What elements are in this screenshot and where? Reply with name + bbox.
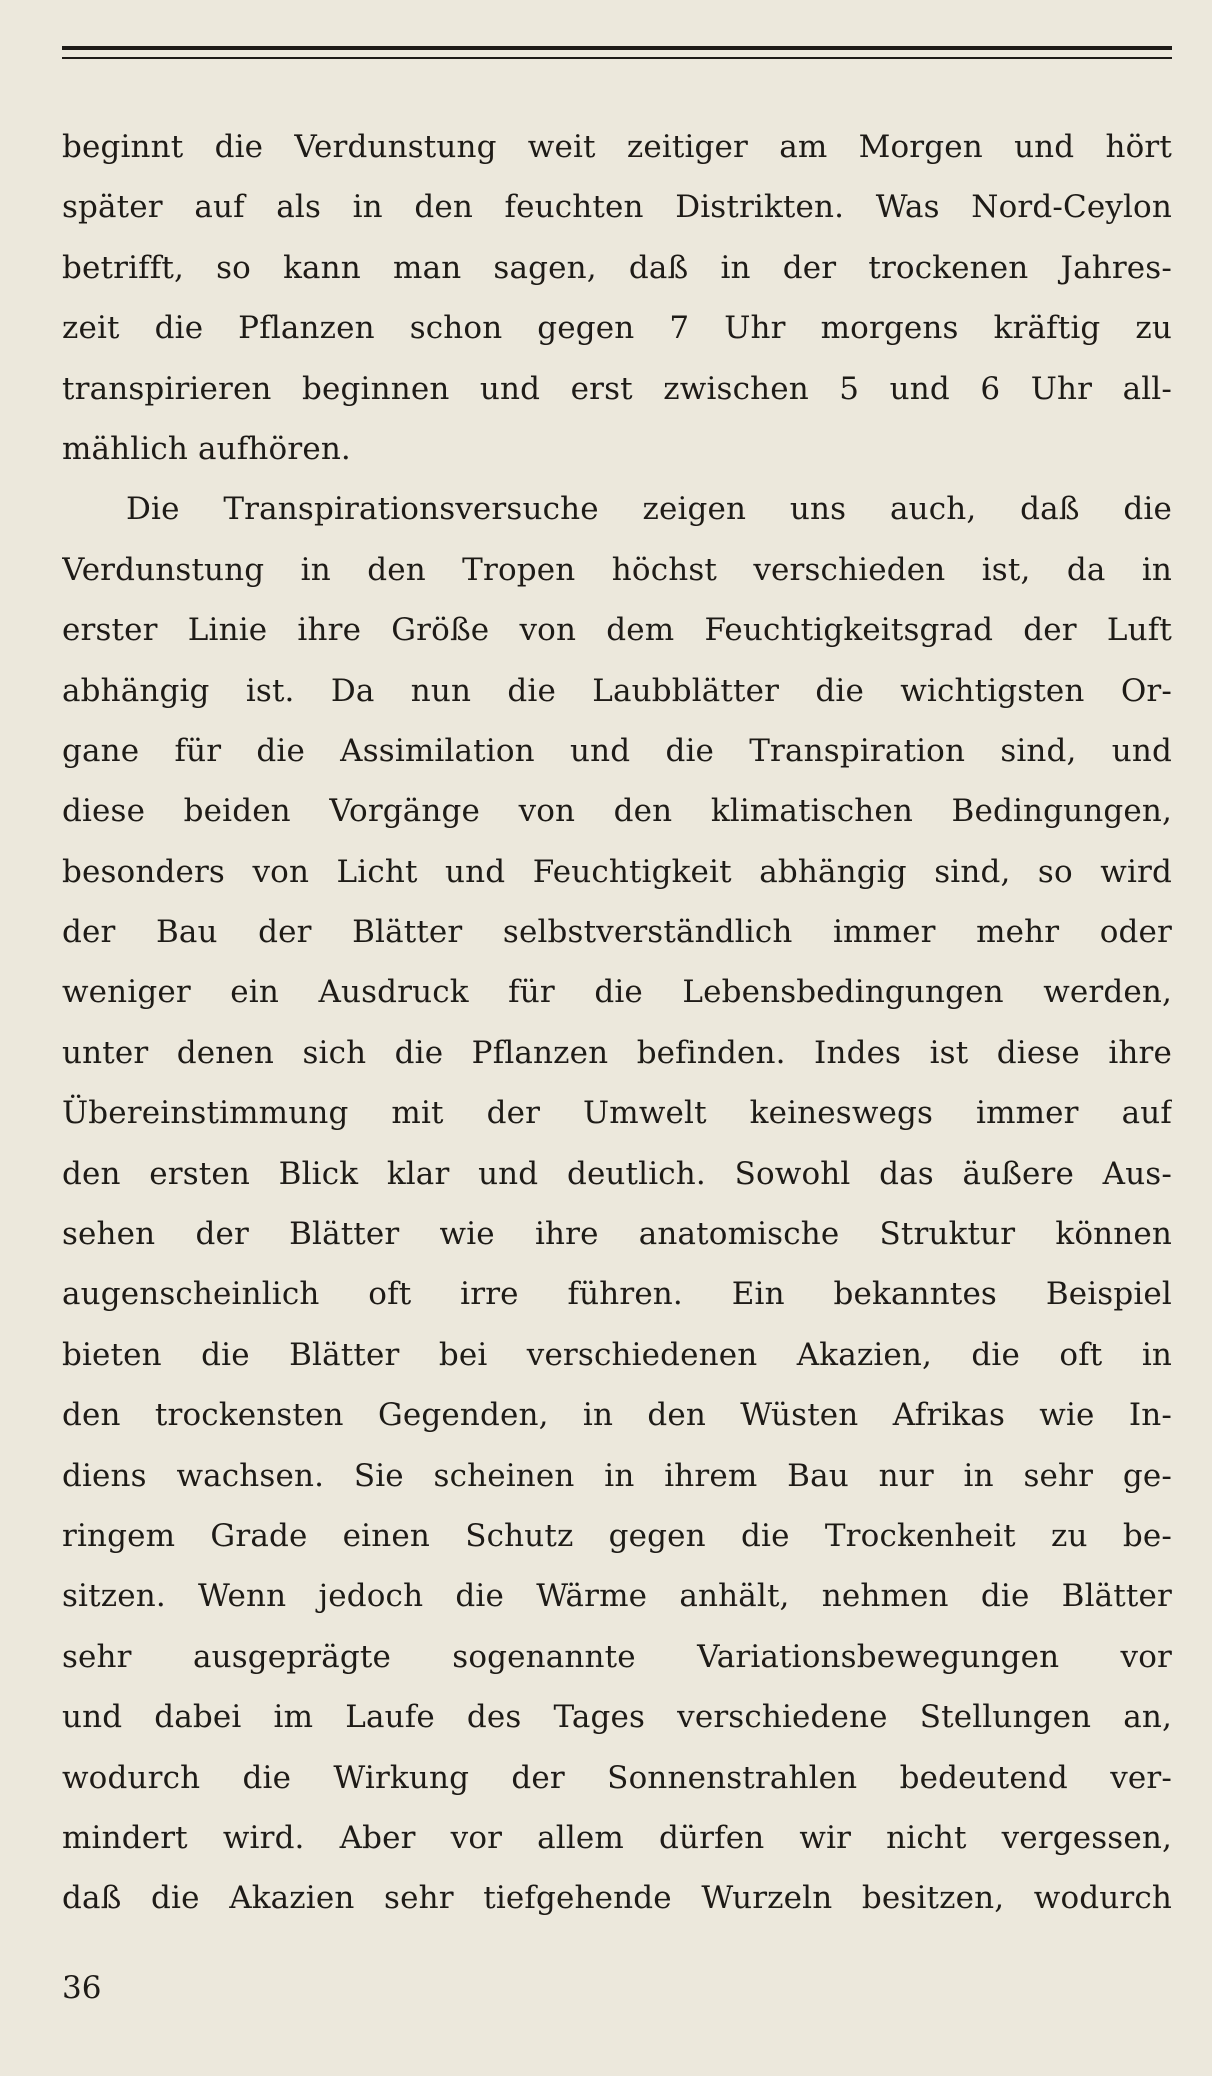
text-line: Verdunstung in den Tropen höchst verschieden ist, da in bbox=[62, 551, 1172, 588]
text-line: diese beiden Vorgänge von den klimatischen Bedingungen, bbox=[62, 793, 1172, 830]
text-line: unter denen sich die Pflanzen befinden. Indes ist diese ihre bbox=[62, 1034, 1172, 1071]
text-line: transpirieren beginnen und erst zwischen 5 und 6 Uhr all- bbox=[62, 370, 1172, 407]
paragraph-start-line: Die Transpirationsversuche zeigen uns auch, daß die bbox=[126, 491, 1172, 528]
text-line: besonders von Licht und Feuchtigkeit abhängig sind, so wird bbox=[62, 853, 1172, 890]
text-line: gane für die Assimilation und die Transpiration sind, und bbox=[62, 732, 1172, 769]
text-line: und dabei im Laufe des Tages verschiedene Stellungen an, bbox=[62, 1699, 1172, 1736]
text-line: mählich aufhören. bbox=[62, 430, 351, 467]
text-line: sitzen. Wenn jedoch die Wärme anhält, nehmen die Blätter bbox=[62, 1578, 1172, 1615]
text-line: sehr ausgeprägte sogenannte Variationsbewegungen vor bbox=[62, 1638, 1172, 1675]
text-line: später auf als in den feuchten Distrikten. Was Nord-Ceylon bbox=[62, 189, 1172, 226]
text-line: weniger ein Ausdruck für die Lebensbedingungen werden, bbox=[62, 974, 1172, 1011]
text-line: den ersten Blick klar und deutlich. Sowohl das äußere Aus- bbox=[62, 1155, 1172, 1192]
page-number: 36 bbox=[62, 1970, 102, 2006]
text-line: Übereinstimmung mit der Umwelt keineswegs immer auf bbox=[62, 1095, 1172, 1132]
text-line: abhängig ist. Da nun die Laubblätter die wichtigsten Or- bbox=[62, 672, 1172, 709]
header-double-rule bbox=[62, 46, 1172, 68]
text-line: beginnt die Verdunstung weit zeitiger am Morgen und hört bbox=[62, 129, 1172, 165]
text-line: betrifft, so kann man sagen, daß in der trockenen Jahres- bbox=[62, 249, 1172, 286]
text-line: zeit die Pflanzen schon gegen 7 Uhr morgens kräftig zu bbox=[62, 310, 1172, 347]
text-line: ringem Grade einen Schutz gegen die Trockenheit zu be- bbox=[62, 1517, 1172, 1554]
text-line: wodurch die Wirkung der Sonnenstrahlen bedeutend ver- bbox=[62, 1759, 1172, 1796]
text-line: der Bau der Blätter selbstverständlich immer mehr oder bbox=[62, 914, 1172, 951]
header-rule-thin bbox=[62, 57, 1172, 59]
text-line: daß die Akazien sehr tiefgehende Wurzeln besitzen, wodurch bbox=[62, 1880, 1172, 1917]
text-line: sehen der Blätter wie ihre anatomische Struktur können bbox=[62, 1216, 1172, 1253]
text-line: augenscheinlich oft irre führen. Ein bekanntes Beispiel bbox=[62, 1276, 1172, 1313]
body-text bbox=[62, 117, 1172, 1929]
text-line: mindert wird. Aber vor allem dürfen wir nicht vergessen, bbox=[62, 1819, 1172, 1856]
text-line: den trockensten Gegenden, in den Wüsten Afrikas wie In- bbox=[62, 1397, 1172, 1434]
text-line: erster Linie ihre Größe von dem Feuchtigkeitsgrad der Luft bbox=[62, 612, 1172, 649]
text-line: bieten die Blätter bei verschiedenen Akazien, die oft in bbox=[62, 1336, 1172, 1373]
header-rule-thick bbox=[62, 46, 1172, 50]
text-line: diens wachsen. Sie scheinen in ihrem Bau nur in sehr ge- bbox=[62, 1457, 1172, 1494]
